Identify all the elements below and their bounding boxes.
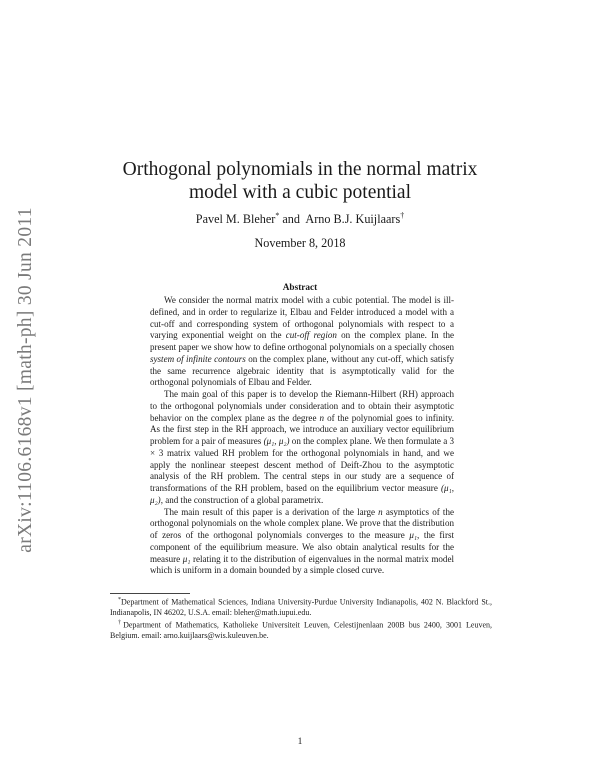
paper-date: November 8, 2018 bbox=[254, 236, 346, 250]
footnote-mark: † bbox=[400, 211, 405, 220]
math-symbol: 3 × 3 bbox=[150, 436, 455, 458]
abstract-paragraph: The main goal of this paper is to develop the Riemann-Hilbert (RH) approach to the orthogonal polynomials under consideration and to obtain their asymptotic behavior on the complex plane as the degree n of the polynomial goes to infinity. As the first step in the RH approach, we introduce an auxiliary vector equilibrium problem for a pair of measures (μ₁, μ₂) on the complex plane. We then formulate a 3 × 3 matrix valued RH problem for the orthogonal polynomials in hand, and we apply the nonlinear steepest descent method of Deift-Zhou to the asymptotic analysis of the RH problem. The central steps in our study are a sequence of transformations of the RH problem, based on the equilibrium vector measure (μ₁, μ₂), and the construction of a global parametrix. bbox=[150, 389, 455, 505]
page-number: 1 bbox=[297, 737, 303, 747]
math-symbol: μ₁ bbox=[409, 530, 418, 540]
abstract-body bbox=[150, 295, 454, 577]
footnote-mark: * bbox=[275, 211, 280, 220]
emphasis: system of infinite contours bbox=[150, 353, 246, 364]
footnote-mark: † bbox=[118, 620, 124, 627]
abstract-paragraph: We consider the normal matrix model with a cubic potential. The model is ill-defined, and in order to regularize it, Elbau and Felder introduced a model with a cut-off and corresponding system of orthogonal polynomials with respect to a varying exponential weight on the cut-off region on the complex plane. In the present paper we show how to define orthogonal polynomials on a specially chosen system of infinite contours on the complex plane, without any cut-off, which satisfy the same recurrence algebraic identity that is asymptotically valid for the orthogonal polynomials of Elbau and Felder. bbox=[150, 295, 454, 388]
math-symbol: (μ₁, μ₂) bbox=[150, 483, 454, 505]
author-separator: and bbox=[282, 212, 300, 227]
arxiv-stamp bbox=[6, 185, 46, 575]
math-symbol: n bbox=[378, 506, 383, 517]
math-symbol: n bbox=[319, 412, 325, 423]
emphasis: cut-off region bbox=[285, 330, 337, 341]
math-symbol: μ₁ bbox=[182, 553, 191, 564]
footnote-rule bbox=[110, 593, 190, 594]
abstract-heading: Abstract bbox=[282, 283, 318, 293]
author-line bbox=[100, 211, 500, 227]
paper-title: Orthogonal polynomials in the normal matrix model with a cubic potential bbox=[122, 159, 478, 203]
footnote-text: Department of Mathematics, Katholieke Universiteit Leuven, Celestijnenlaan 200B bus 2400, 3001 Leuven, Belgium. email: arno.kuijlaars@wis.kuleuven.be. bbox=[110, 620, 493, 640]
footnote bbox=[110, 618, 492, 641]
footnote-mark: * bbox=[118, 597, 121, 603]
author-name: Arno B.J. Kuijlaars bbox=[305, 212, 401, 227]
arxiv-identifier: arXiv:1106.6168v1 [math-ph] 30 Jun 2011 bbox=[15, 207, 37, 553]
abstract-paragraph: The main result of this paper is a derivation of the large n asymptotics of the orthogonal polynomials on the whole complex plane. We prove that the distribution of zeros of the orthogonal polynomials converges to the measure μ₁, the first component of the equilibrium measure. We also obtain analytical results for the measure μ₁ relating it to the distribution of eigenvalues in the normal matrix model which is uniform in a domain bounded by a simple closed curve. bbox=[150, 506, 454, 576]
footnote-text: Department of Mathematical Sciences, Indiana University-Purdue University Indianapolis, 402 N. Blackford St., Indianapolis, IN 46202, U.S.A. email: bleher@math.iupui.edu. bbox=[110, 597, 492, 617]
footnote bbox=[110, 595, 492, 618]
math-symbol: (μ₁, μ₂) bbox=[263, 436, 290, 446]
footnotes bbox=[110, 595, 492, 641]
author-name: Pavel M. Bleher bbox=[195, 212, 276, 227]
